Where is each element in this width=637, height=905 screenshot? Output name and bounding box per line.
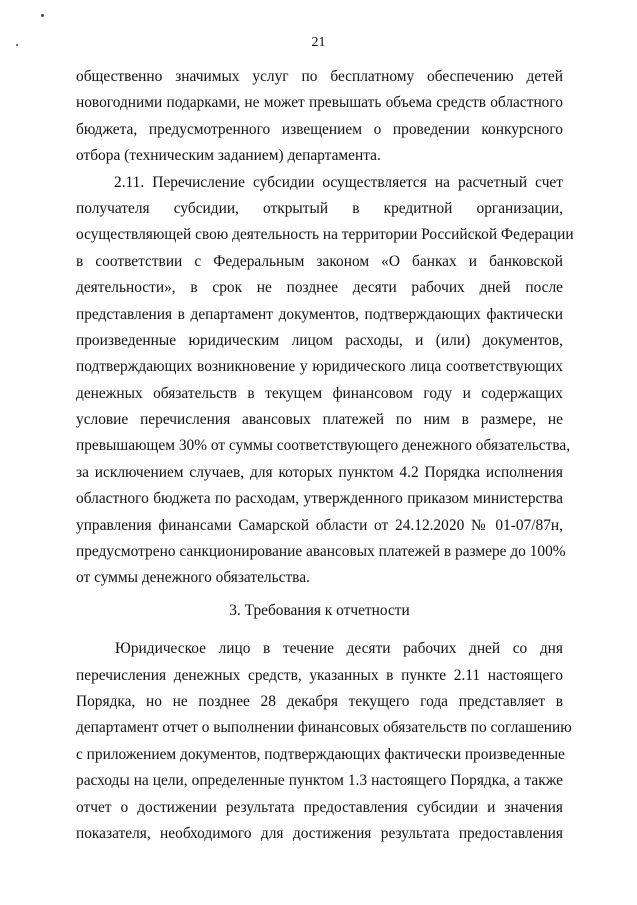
text-line: перечисления денежных средств, указанных в пункте 2.11 настоящего bbox=[76, 666, 563, 684]
paragraph-continuation bbox=[76, 64, 563, 170]
scan-speck bbox=[41, 14, 44, 17]
section-heading: 3. Требования к отчетности bbox=[229, 601, 410, 619]
text-line: отчет о достижении результата предоставления субсидии и значения bbox=[76, 798, 563, 816]
text-line: управления финансами Самарской области от 24.12.2020 № 01-07/87н, bbox=[76, 516, 563, 534]
text-line: произведенные юридическим лицом расходы, и (или) документов, bbox=[76, 331, 563, 349]
text-line: условие перечисления авансовых платежей по ним в размере, не bbox=[76, 411, 563, 429]
text-line: областного бюджета по расходам, утвержденного приказом министерства bbox=[76, 490, 563, 508]
text-line: денежных обязательств в текущем финансовом году и содержащих bbox=[76, 384, 563, 402]
text-line: бюджета, предусмотренного извещением о проведении конкурсного bbox=[76, 120, 563, 138]
text-line: расходы на цели, определенные пунктом 1.3 настоящего Порядка, а также bbox=[76, 772, 563, 790]
text-line: подтверждающих возникновение у юридического лица соответствующих bbox=[76, 358, 563, 376]
text-line: получателя субсидии, открытый в кредитной организации, bbox=[76, 199, 563, 217]
text-line: осуществляющей свою деятельность на территории Российской Федерации bbox=[76, 226, 574, 244]
text-line: за исключением случаев, для которых пунктом 4.2 Порядка исполнения bbox=[76, 463, 563, 481]
text-line: департамент отчет о выполнении финансовых обязательств по соглашению bbox=[76, 719, 572, 737]
text-line: общественно значимых услуг по бесплатному обеспечению детей bbox=[76, 68, 563, 85]
text-line: превышающем 30% от суммы соответствующего денежного обязательства, bbox=[76, 437, 571, 455]
text-line: новогодними подарками, не может превышать объема средств областного bbox=[76, 94, 563, 112]
page-number: 21 bbox=[311, 35, 326, 50]
text-line: деятельности», в срок не позднее десяти рабочих дней после bbox=[76, 279, 563, 297]
text-line: от суммы денежного обязательства. bbox=[76, 569, 310, 587]
text-line: Юридическое лицо в течение десяти рабочих дней со дня bbox=[115, 640, 563, 658]
text-line: представления в департамент документов, подтверждающих фактически bbox=[76, 305, 563, 323]
text-line: отбора (техническим заданием) департамента. bbox=[76, 147, 381, 165]
text-line: в соответствии с Федеральным законом «О банках и банковской bbox=[76, 252, 563, 270]
document-body bbox=[76, 64, 574, 847]
text-line: Порядка, но не позднее 28 декабря текущего года представляет в bbox=[76, 692, 563, 710]
text-line: с приложением документов, подтверждающих фактически произведенные bbox=[76, 745, 565, 763]
text-line: 2.11. Перечисление субсидии осуществляется на расчетный счет bbox=[114, 173, 563, 191]
paragraph-section-3 bbox=[76, 636, 572, 847]
paragraph-2-11 bbox=[76, 170, 574, 592]
text-line: показателя, необходимого для достижения результата предоставления bbox=[76, 824, 563, 842]
text-line: предусмотрено санкционирование авансовых платежей в размере до 100% bbox=[76, 543, 566, 561]
